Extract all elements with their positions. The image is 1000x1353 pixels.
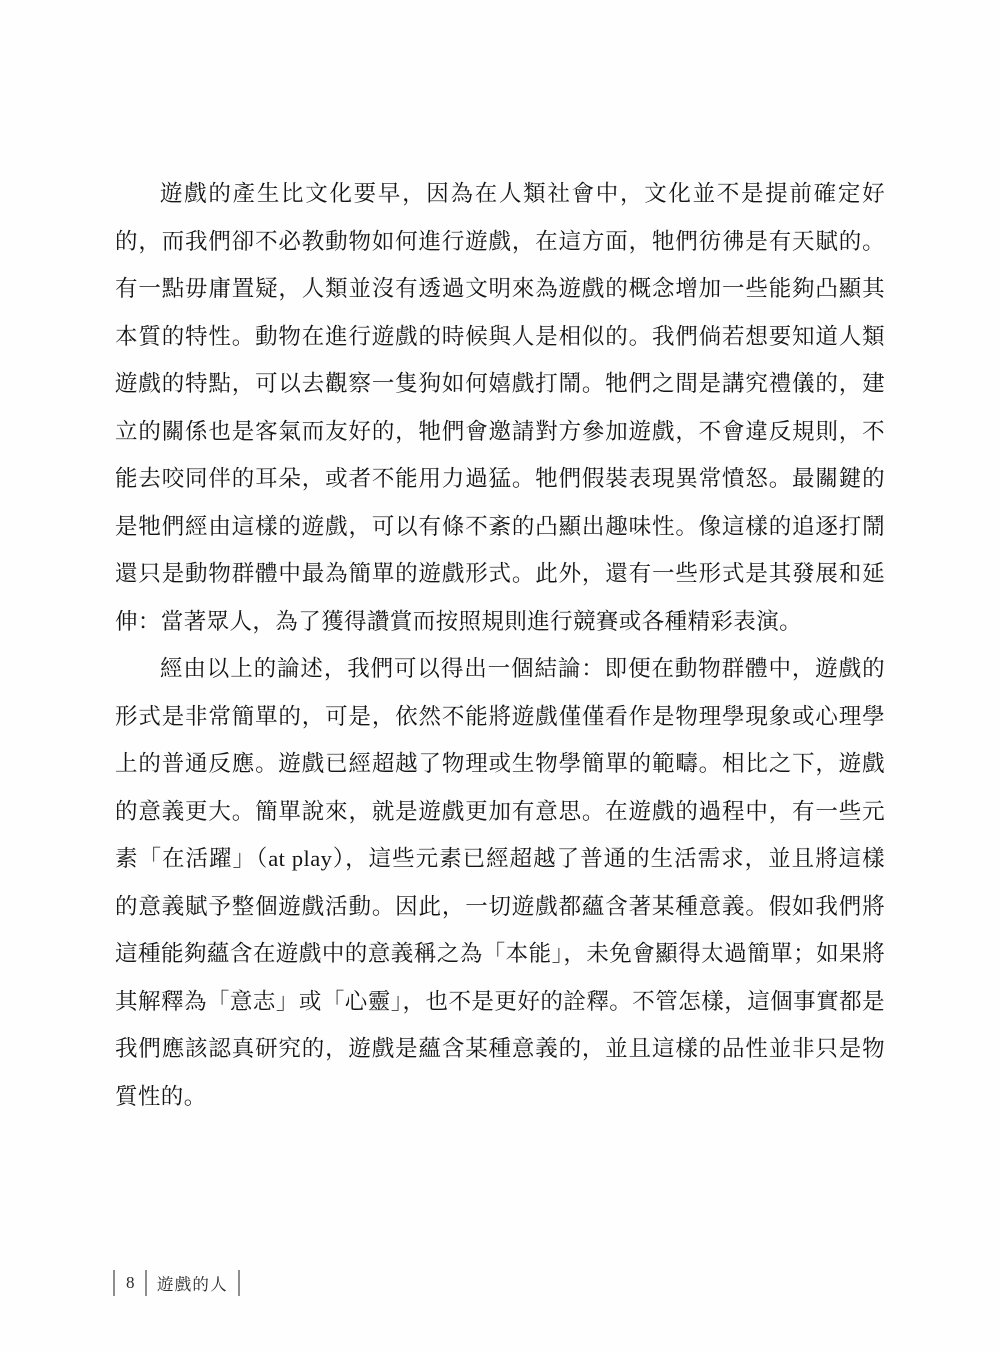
footer-divider-left	[113, 1270, 115, 1296]
page-footer	[113, 1270, 240, 1296]
footer-divider-middle	[145, 1270, 147, 1296]
running-title: 遊戲的人	[157, 1275, 228, 1294]
body-text	[115, 170, 885, 1120]
page-number: 8	[126, 1273, 135, 1292]
paragraph-2: 經由以上的論述，我們可以得出一個結論：即便在動物群體中，遊戲的形式是非常簡單的，可是，依然不能將遊戲僅僅看作是物理學現象或心理學上的普通反應。遊戲已經超越了物理或生物學簡單的範疇。相比之下，遊戲的意義更大。簡單說來，就是遊戲更加有意思。在遊戲的過程中，有一些元素「在活躍」（at play），這些元素已經超越了普通的生活需求，並且將這樣的意義賦予整個遊戲活動。因此，一切遊戲都蘊含著某種意義。假如我們將這種能夠蘊含在遊戲中的意義稱之為「本能」，未免會顯得太過簡單；如果將其解釋為「意志」或「心靈」，也不是更好的詮釋。不管怎樣，這個事實都是我們應該認真研究的，遊戲是蘊含某種意義的，並且這樣的品性並非只是物質性的。	[115, 656, 885, 1109]
paragraph-1: 遊戲的產生比文化要早，因為在人類社會中，文化並不是提前確定好的，而我們卻不必教動物如何進行遊戲，在這方面，牠們彷彿是有天賦的。有一點毋庸置疑，人類並沒有透過文明來為遊戲的概念增加一些能夠凸顯其本質的特性。動物在進行遊戲的時候與人是相似的。我們倘若想要知道人類遊戲的特點，可以去觀察一隻狗如何嬉戲打鬧。牠們之間是講究禮儀的，建立的關係也是客氣而友好的，牠們會邀請對方參加遊戲，不會違反規則，不能去咬同伴的耳朵，或者不能用力過猛。牠們假裝表現異常憤怒。最關鍵的是牠們經由這樣的遊戲，可以有條不紊的凸顯出趣味性。像這樣的追逐打鬧還只是動物群體中最為簡單的遊戲形式。此外，還有一些形式是其發展和延伸：當著眾人，為了獲得讚賞而按照規則進行競賽或各種精彩表演。	[115, 181, 885, 634]
footer-divider-right	[238, 1270, 240, 1296]
